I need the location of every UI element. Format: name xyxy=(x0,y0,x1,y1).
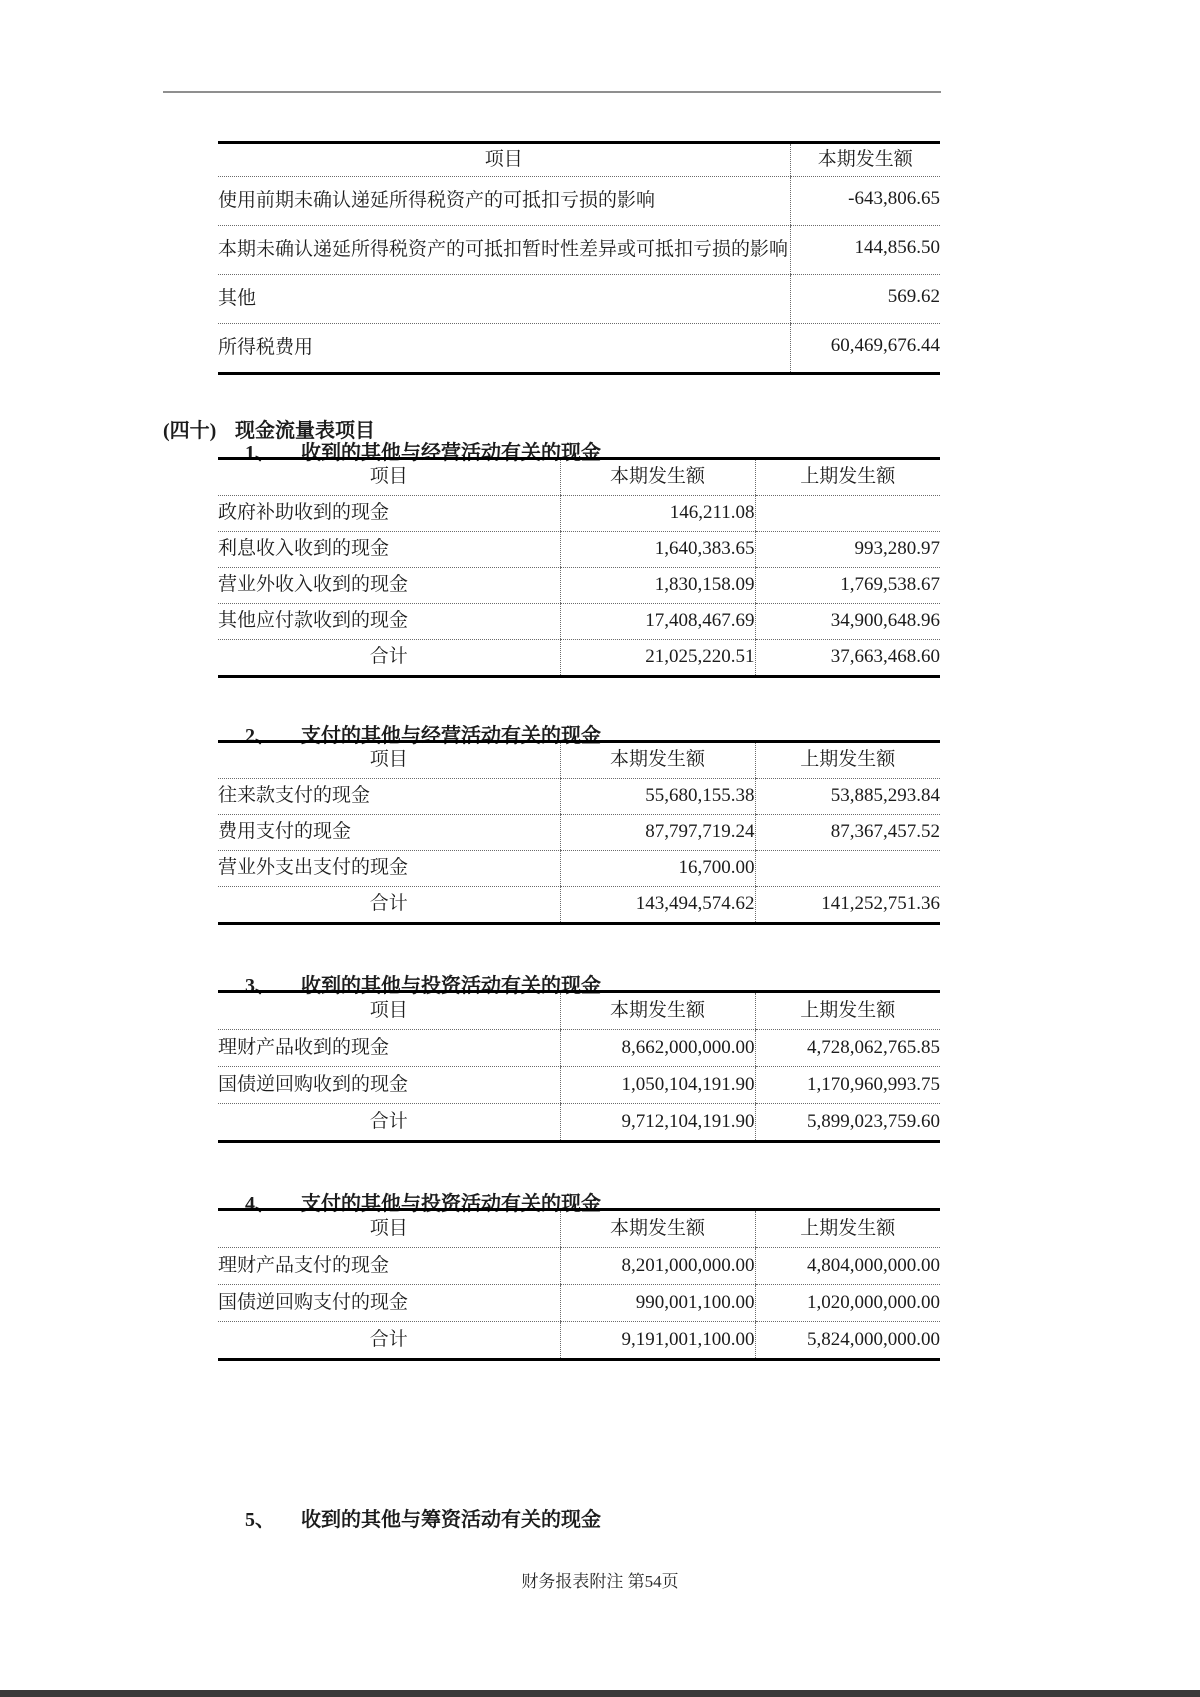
item-cell: 营业外支出支付的现金 xyxy=(218,851,560,887)
section-title: 现金流量表项目 xyxy=(235,420,375,442)
amount-cell xyxy=(755,496,940,532)
amount-cell: 144,856.50 xyxy=(790,226,940,275)
table-row xyxy=(218,532,940,568)
item-cell: 其他应付款收到的现金 xyxy=(218,604,560,640)
amount-cell: 60,469,676.44 xyxy=(790,324,940,374)
investing-cash-paid-table xyxy=(218,1208,940,1361)
amount-cell: 993,280.97 xyxy=(755,532,940,568)
subsection-title: 收到的其他与投资活动有关的现金 xyxy=(301,975,601,997)
item-cell: 费用支付的现金 xyxy=(218,815,560,851)
amount-cell: 17,408,467.69 xyxy=(560,604,755,640)
subsection-number: 5、 xyxy=(245,1509,275,1531)
amount-cell: 16,700.00 xyxy=(560,851,755,887)
subsection-number: 1、 xyxy=(245,442,275,464)
amount-cell xyxy=(755,851,940,887)
table-row xyxy=(218,226,940,275)
item-cell: 本期未确认递延所得税资产的可抵扣暂时性差异或可抵扣亏损的影响 xyxy=(218,226,790,275)
column-header: 上期发生额 xyxy=(755,742,940,779)
income-tax-expense-table xyxy=(218,141,940,375)
subsection-title: 收到的其他与筹资活动有关的现金 xyxy=(301,1509,601,1531)
item-cell: 往来款支付的现金 xyxy=(218,779,560,815)
column-header: 上期发生额 xyxy=(755,459,940,496)
header-row xyxy=(218,459,940,496)
total-row xyxy=(218,1322,940,1360)
column-header: 本期发生额 xyxy=(560,459,755,496)
subsection-title: 支付的其他与经营活动有关的现金 xyxy=(301,725,601,747)
total-row xyxy=(218,1104,940,1142)
page-footer: 财务报表附注 第54页 xyxy=(521,1572,679,1591)
table-row xyxy=(218,1030,940,1067)
amount-cell: 1,170,960,993.75 xyxy=(755,1067,940,1104)
header-row xyxy=(218,1210,940,1248)
item-cell: 理财产品支付的现金 xyxy=(218,1248,560,1285)
item-cell: 所得税费用 xyxy=(218,337,314,358)
item-cell: 理财产品收到的现金 xyxy=(218,1030,560,1067)
total-label-cell: 合计 xyxy=(369,1328,408,1350)
total-row xyxy=(218,640,940,677)
amount-cell: 87,797,719.24 xyxy=(560,815,755,851)
item-cell: 国债逆回购收到的现金 xyxy=(218,1067,560,1104)
subsection-heading-5 xyxy=(245,1503,601,1532)
table-row xyxy=(218,568,940,604)
amount-cell: 8,201,000,000.00 xyxy=(560,1248,755,1285)
total-amount-cell: 5,824,000,000.00 xyxy=(755,1322,940,1360)
total-amount-cell: 141,252,751.36 xyxy=(755,887,940,924)
item-cell: 国债逆回购支付的现金 xyxy=(218,1285,560,1322)
item-cell: 政府补助收到的现金 xyxy=(218,496,560,532)
amount-cell: 1,640,383.65 xyxy=(560,532,755,568)
operating-cash-paid-table xyxy=(218,740,940,925)
header-row xyxy=(218,992,940,1030)
page-bottom-edge-bar xyxy=(0,1690,1200,1697)
total-amount-cell: 143,494,574.62 xyxy=(560,887,755,924)
table-row xyxy=(218,1285,940,1322)
total-label-cell: 合计 xyxy=(369,1110,408,1132)
column-header: 上期发生额 xyxy=(755,1210,940,1248)
amount-cell: 55,680,155.38 xyxy=(560,779,755,815)
amount-cell: 53,885,293.84 xyxy=(755,779,940,815)
total-amount-cell: 5,899,023,759.60 xyxy=(755,1104,940,1142)
table-row xyxy=(218,851,940,887)
subsection-title: 支付的其他与投资活动有关的现金 xyxy=(301,1193,601,1215)
table-row xyxy=(218,496,940,532)
table-row xyxy=(218,779,940,815)
table-row xyxy=(218,324,940,374)
amount-cell: 1,769,538.67 xyxy=(755,568,940,604)
investing-cash-received-table xyxy=(218,990,940,1143)
amount-cell: 4,804,000,000.00 xyxy=(755,1248,940,1285)
amount-cell: 34,900,648.96 xyxy=(755,604,940,640)
total-row xyxy=(218,887,940,924)
item-cell: 其他 xyxy=(218,275,790,324)
table-row xyxy=(218,1067,940,1104)
amount-cell: 1,020,000,000.00 xyxy=(755,1285,940,1322)
table-row xyxy=(218,275,940,324)
table-row xyxy=(218,177,940,226)
amount-cell: 1,830,158.09 xyxy=(560,568,755,604)
column-header: 项目 xyxy=(218,992,560,1030)
total-amount-cell: 9,712,104,191.90 xyxy=(560,1104,755,1142)
amount-cell: 990,001,100.00 xyxy=(560,1285,755,1322)
total-amount-cell: 9,191,001,100.00 xyxy=(560,1322,755,1360)
item-cell: 营业外收入收到的现金 xyxy=(218,568,560,604)
column-header: 项目 xyxy=(218,1210,560,1248)
subsection-number: 3、 xyxy=(245,975,275,997)
total-amount-cell: 37,663,468.60 xyxy=(755,640,940,677)
amount-cell: 87,367,457.52 xyxy=(755,815,940,851)
amount-cell: 1,050,104,191.90 xyxy=(560,1067,755,1104)
operating-cash-received-table xyxy=(218,457,940,678)
amount-cell: 146,211.08 xyxy=(560,496,755,532)
amount-cell: 8,662,000,000.00 xyxy=(560,1030,755,1067)
subsection-number: 2、 xyxy=(245,725,275,747)
header-row xyxy=(218,742,940,779)
total-label-cell: 合计 xyxy=(369,893,408,915)
total-amount-cell: 21,025,220.51 xyxy=(560,640,755,677)
column-header: 本期发生额 xyxy=(560,742,755,779)
column-header: 项目 xyxy=(218,459,560,496)
column-header: 上期发生额 xyxy=(755,992,940,1030)
amount-cell: -643,806.65 xyxy=(790,177,940,226)
item-cell: 利息收入收到的现金 xyxy=(218,532,560,568)
header-row xyxy=(218,143,940,177)
subsection-number: 4、 xyxy=(245,1193,275,1215)
total-label-cell: 合计 xyxy=(369,646,408,668)
amount-cell: 569.62 xyxy=(790,275,940,324)
column-header: 本期发生额 xyxy=(560,992,755,1030)
column-header: 本期发生额 xyxy=(560,1210,755,1248)
table-row xyxy=(218,1248,940,1285)
column-header: 项目 xyxy=(218,143,790,177)
column-header: 本期发生额 xyxy=(790,143,940,177)
item-cell: 使用前期未确认递延所得税资产的可抵扣亏损的影响 xyxy=(218,177,790,226)
section-number: (四十) xyxy=(163,420,217,442)
table-row xyxy=(218,604,940,640)
header-divider-rule xyxy=(163,91,941,93)
subsection-title: 收到的其他与经营活动有关的现金 xyxy=(301,442,601,464)
column-header: 项目 xyxy=(218,742,560,779)
table-row xyxy=(218,815,940,851)
amount-cell: 4,728,062,765.85 xyxy=(755,1030,940,1067)
